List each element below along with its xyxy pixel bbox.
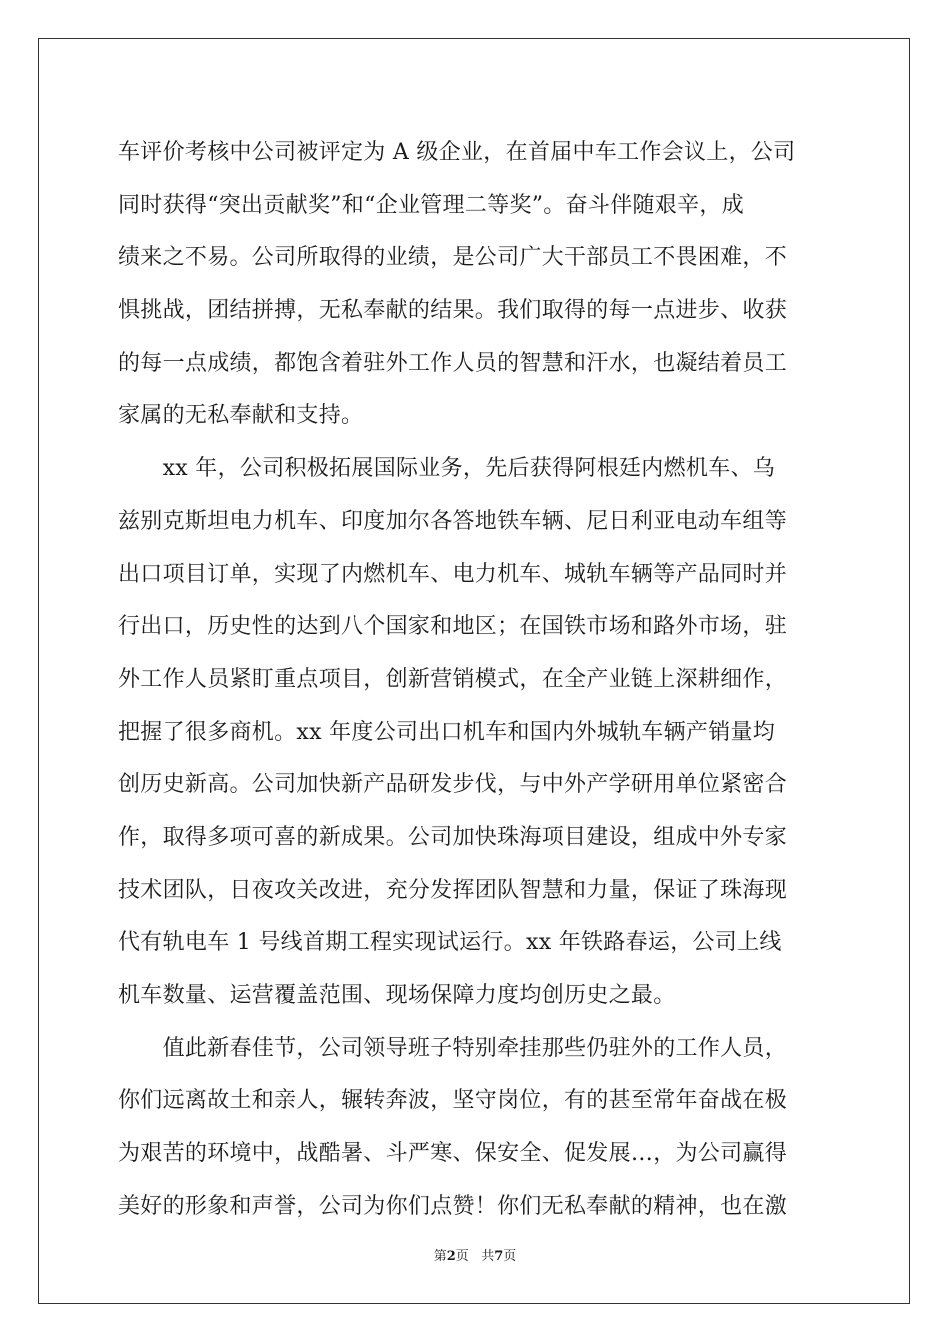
text-line: 家属的无私奉献和支持。 xyxy=(118,403,364,429)
text-line: 机车数量、运营覆盖范围、现场保障力度均创历史之最。 xyxy=(118,983,676,1008)
text-line: 值此新春佳节，公司领导班子特别牵挂那些仍驻外的工作人员， xyxy=(118,1035,788,1061)
text-line: 同时获得“突出贡献奖”和“企业管理二等奖”。奋斗伴随艰辛，成 xyxy=(118,192,744,218)
text-line: 把握了很多商机。xx 年度公司出口机车和国内外城轨车辆产销量均 xyxy=(118,719,776,745)
text-line: 为艰苦的环境中，战酷暑、斗严寒、保安全、促发展…，为公司赢得 xyxy=(118,1141,788,1167)
text-line: 美好的形象和声誉，公司为你们点赞！你们无私奉献的精神，也在激 xyxy=(118,1193,788,1219)
document-body xyxy=(118,127,834,1233)
page-prefix: 第 xyxy=(433,1249,447,1264)
total-prefix: 共 xyxy=(481,1249,495,1264)
text-line: xx 年，公司积极拓展国际业务，先后获得阿根廷内燃机车、乌 xyxy=(118,456,776,482)
page-current: 2 xyxy=(446,1249,456,1264)
text-line: 创历史新高。公司加快新产品研发步伐，与中外产学研用单位紧密合 xyxy=(118,772,788,798)
total-suffix: 页 xyxy=(503,1249,517,1264)
text-line: 的每一点成绩，都饱含着驻外工作人员的智慧和汗水，也凝结着员工 xyxy=(118,350,788,376)
page-footer xyxy=(0,1249,950,1265)
text-line: 车评价考核中公司被评定为 A 级企业，在首届中车工作会议上，公司 xyxy=(118,140,796,165)
text-line: 外工作人员紧盯重点项目，创新营销模式，在全产业链上深耕细作， xyxy=(118,666,788,692)
text-line: 行出口，历史性的达到八个国家和地区；在国铁市场和路外市场，驻 xyxy=(118,614,788,640)
page-total: 7 xyxy=(494,1249,504,1264)
text-line: 技术团队，日夜攻关改进，充分发挥团队智慧和力量，保证了珠海现 xyxy=(118,877,788,903)
text-line: 绩来之不易。公司所取得的业绩，是公司广大干部员工不畏困难，不 xyxy=(118,245,788,271)
text-line: 作，取得多项可喜的新成果。公司加快珠海项目建设，组成中外专家 xyxy=(118,824,788,850)
text-line: 惧挑战，团结拼搏，无私奉献的结果。我们取得的每一点进步、收获 xyxy=(118,298,788,324)
text-line: 代有轨电车 1 号线首期工程实现试运行。xx 年铁路春运，公司上线 xyxy=(118,930,782,956)
text-line: 出口项目订单，实现了内燃机车、电力机车、城轨车辆等产品同时并 xyxy=(118,561,788,587)
text-line: 你们远离故土和亲人，辗转奔波，坚守岗位，有的甚至常年奋战在极 xyxy=(118,1088,788,1114)
page-suffix: 页 xyxy=(455,1249,469,1264)
text-line: 兹别克斯坦电力机车、印度加尔各答地铁车辆、尼日利亚电动车组等 xyxy=(118,508,788,534)
